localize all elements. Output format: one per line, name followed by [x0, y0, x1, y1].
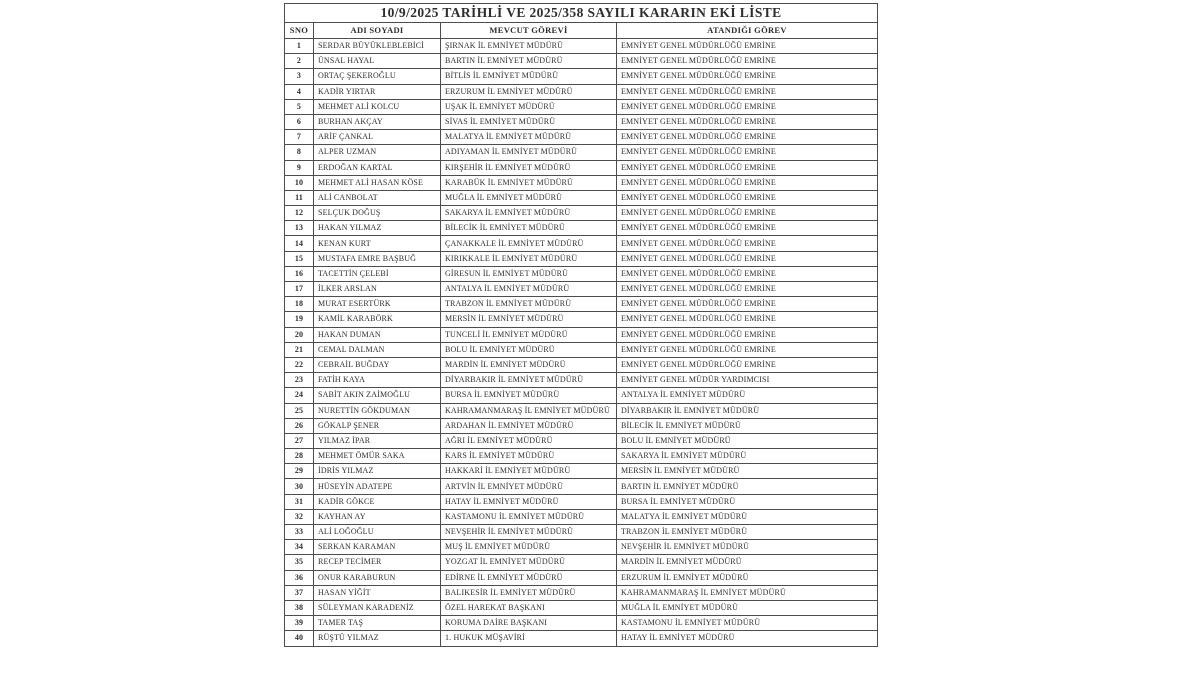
name-cell: HÜSEYİN ADATEPE — [314, 479, 441, 494]
name-cell: GÖKALP ŞENER — [314, 418, 441, 433]
table-row — [285, 69, 878, 84]
document-title-row — [285, 4, 878, 23]
row-number-cell: 13 — [285, 221, 314, 236]
current-duty-cell: ARTVİN İL EMNİYET MÜDÜRÜ — [441, 479, 617, 494]
name-cell: CEMAL DALMAN — [314, 342, 441, 357]
name-cell: MEHMET ALİ HASAN KÖSE — [314, 175, 441, 190]
current-duty-cell: KIRŞEHİR İL EMNİYET MÜDÜRÜ — [441, 160, 617, 175]
row-number-cell: 8 — [285, 145, 314, 160]
table-row — [285, 297, 878, 312]
table-row — [285, 525, 878, 540]
assigned-duty-cell: EMNİYET GENEL MÜDÜRLÜĞÜ EMRİNE — [617, 69, 878, 84]
table-row — [285, 464, 878, 479]
assigned-duty-cell: EMNİYET GENEL MÜDÜRLÜĞÜ EMRİNE — [617, 39, 878, 54]
name-cell: FATİH KAYA — [314, 373, 441, 388]
table-row — [285, 433, 878, 448]
name-cell: SELÇUK DOĞUŞ — [314, 206, 441, 221]
assigned-duty-cell: KASTAMONU İL EMNİYET MÜDÜRÜ — [617, 616, 878, 631]
name-cell: ÜNSAL HAYAL — [314, 54, 441, 69]
assigned-duty-cell: NEVŞEHİR İL EMNİYET MÜDÜRÜ — [617, 540, 878, 555]
row-number-cell: 32 — [285, 509, 314, 524]
assigned-duty-cell: MUĞLA İL EMNİYET MÜDÜRÜ — [617, 600, 878, 615]
assigned-duty-cell: MERSİN İL EMNİYET MÜDÜRÜ — [617, 464, 878, 479]
assignment-list-table — [284, 3, 878, 647]
row-number-cell: 10 — [285, 175, 314, 190]
name-cell: KENAN KURT — [314, 236, 441, 251]
name-cell: ONUR KARABURUN — [314, 570, 441, 585]
table-row — [285, 190, 878, 205]
name-cell: ERDOĞAN KARTAL — [314, 160, 441, 175]
column-header-name: ADI SOYADI — [314, 23, 441, 39]
current-duty-cell: BURSA İL EMNİYET MÜDÜRÜ — [441, 388, 617, 403]
assigned-duty-cell: EMNİYET GENEL MÜDÜRLÜĞÜ EMRİNE — [617, 114, 878, 129]
row-number-cell: 4 — [285, 84, 314, 99]
current-duty-cell: KARABÜK İL EMNİYET MÜDÜRÜ — [441, 175, 617, 190]
assigned-duty-cell: BOLU İL EMNİYET MÜDÜRÜ — [617, 433, 878, 448]
assigned-duty-cell: MALATYA İL EMNİYET MÜDÜRÜ — [617, 509, 878, 524]
current-duty-cell: ÇANAKKALE İL EMNİYET MÜDÜRÜ — [441, 236, 617, 251]
table-body — [285, 39, 878, 647]
table-row — [285, 221, 878, 236]
assigned-duty-cell: EMNİYET GENEL MÜDÜRLÜĞÜ EMRİNE — [617, 357, 878, 372]
row-number-cell: 6 — [285, 114, 314, 129]
row-number-cell: 22 — [285, 357, 314, 372]
row-number-cell: 24 — [285, 388, 314, 403]
name-cell: KADİR GÖKCE — [314, 494, 441, 509]
current-duty-cell: MUŞ İL EMNİYET MÜDÜRÜ — [441, 540, 617, 555]
row-number-cell: 12 — [285, 206, 314, 221]
name-cell: SABİT AKIN ZAİMOĞLU — [314, 388, 441, 403]
name-cell: SERDAR BÜYÜKLEBLEBİCİ — [314, 39, 441, 54]
current-duty-cell: BİLECİK İL EMNİYET MÜDÜRÜ — [441, 221, 617, 236]
row-number-cell: 7 — [285, 130, 314, 145]
row-number-cell: 37 — [285, 585, 314, 600]
assigned-duty-cell: BİLECİK İL EMNİYET MÜDÜRÜ — [617, 418, 878, 433]
assigned-duty-cell: BURSA İL EMNİYET MÜDÜRÜ — [617, 494, 878, 509]
assigned-duty-cell: ANTALYA İL EMNİYET MÜDÜRÜ — [617, 388, 878, 403]
table-row — [285, 418, 878, 433]
table-row — [285, 251, 878, 266]
column-header-row — [285, 23, 878, 39]
current-duty-cell: SİVAS İL EMNİYET MÜDÜRÜ — [441, 114, 617, 129]
assigned-duty-cell: BARTIN İL EMNİYET MÜDÜRÜ — [617, 479, 878, 494]
current-duty-cell: BİTLİS İL EMNİYET MÜDÜRÜ — [441, 69, 617, 84]
name-cell: BURHAN AKÇAY — [314, 114, 441, 129]
assigned-duty-cell: EMNİYET GENEL MÜDÜRLÜĞÜ EMRİNE — [617, 145, 878, 160]
table-row — [285, 327, 878, 342]
name-cell: YILMAZ İPAR — [314, 433, 441, 448]
row-number-cell: 9 — [285, 160, 314, 175]
assigned-duty-cell: KAHRAMANMARAŞ İL EMNİYET MÜDÜRÜ — [617, 585, 878, 600]
name-cell: TACETTİN ÇELEBİ — [314, 266, 441, 281]
current-duty-cell: TUNCELİ İL EMNİYET MÜDÜRÜ — [441, 327, 617, 342]
row-number-cell: 25 — [285, 403, 314, 418]
name-cell: İDRİS YILMAZ — [314, 464, 441, 479]
row-number-cell: 1 — [285, 39, 314, 54]
name-cell: SERKAN KARAMAN — [314, 540, 441, 555]
row-number-cell: 14 — [285, 236, 314, 251]
name-cell: ARİF ÇANKAL — [314, 130, 441, 145]
table-row — [285, 600, 878, 615]
row-number-cell: 27 — [285, 433, 314, 448]
assigned-duty-cell: HATAY İL EMNİYET MÜDÜRÜ — [617, 631, 878, 646]
current-duty-cell: SAKARYA İL EMNİYET MÜDÜRÜ — [441, 206, 617, 221]
table-row — [285, 373, 878, 388]
document-title: 10/9/2025 TARİHLİ VE 2025/358 SAYILI KARARIN EKİ LİSTE — [285, 4, 878, 23]
table-row — [285, 84, 878, 99]
assigned-duty-cell: EMNİYET GENEL MÜDÜRLÜĞÜ EMRİNE — [617, 175, 878, 190]
name-cell: İLKER ARSLAN — [314, 282, 441, 297]
assigned-duty-cell: EMNİYET GENEL MÜDÜRLÜĞÜ EMRİNE — [617, 327, 878, 342]
table-row — [285, 145, 878, 160]
row-number-cell: 30 — [285, 479, 314, 494]
assigned-duty-cell: EMNİYET GENEL MÜDÜR YARDIMCISI — [617, 373, 878, 388]
assigned-duty-cell: DİYARBAKIR İL EMNİYET MÜDÜRÜ — [617, 403, 878, 418]
assigned-duty-cell: ERZURUM İL EMNİYET MÜDÜRÜ — [617, 570, 878, 585]
table-row — [285, 540, 878, 555]
table-row — [285, 479, 878, 494]
current-duty-cell: KARS İL EMNİYET MÜDÜRÜ — [441, 449, 617, 464]
table-row — [285, 494, 878, 509]
row-number-cell: 3 — [285, 69, 314, 84]
name-cell: SÜLEYMAN KARADENİZ — [314, 600, 441, 615]
table-row — [285, 388, 878, 403]
name-cell: MURAT ESERTÜRK — [314, 297, 441, 312]
name-cell: KADİR YIRTAR — [314, 84, 441, 99]
assigned-duty-cell: EMNİYET GENEL MÜDÜRLÜĞÜ EMRİNE — [617, 251, 878, 266]
name-cell: HAKAN YILMAZ — [314, 221, 441, 236]
current-duty-cell: ANTALYA İL EMNİYET MÜDÜRÜ — [441, 282, 617, 297]
current-duty-cell: TRABZON İL EMNİYET MÜDÜRÜ — [441, 297, 617, 312]
row-number-cell: 15 — [285, 251, 314, 266]
table-row — [285, 585, 878, 600]
name-cell: TAMER TAŞ — [314, 616, 441, 631]
current-duty-cell: GİRESUN İL EMNİYET MÜDÜRÜ — [441, 266, 617, 281]
assigned-duty-cell: EMNİYET GENEL MÜDÜRLÜĞÜ EMRİNE — [617, 297, 878, 312]
row-number-cell: 29 — [285, 464, 314, 479]
table-row — [285, 509, 878, 524]
name-cell: ALİ LOĞOĞLU — [314, 525, 441, 540]
current-duty-cell: DİYARBAKIR İL EMNİYET MÜDÜRÜ — [441, 373, 617, 388]
row-number-cell: 19 — [285, 312, 314, 327]
table-row — [285, 99, 878, 114]
row-number-cell: 5 — [285, 99, 314, 114]
row-number-cell: 17 — [285, 282, 314, 297]
current-duty-cell: BARTIN İL EMNİYET MÜDÜRÜ — [441, 54, 617, 69]
current-duty-cell: HATAY İL EMNİYET MÜDÜRÜ — [441, 494, 617, 509]
column-header-current-duty: MEVCUT GÖREVİ — [441, 23, 617, 39]
current-duty-cell: BALIKESİR İL EMNİYET MÜDÜRÜ — [441, 585, 617, 600]
assigned-duty-cell: EMNİYET GENEL MÜDÜRLÜĞÜ EMRİNE — [617, 312, 878, 327]
name-cell: HAKAN DUMAN — [314, 327, 441, 342]
assigned-duty-cell: EMNİYET GENEL MÜDÜRLÜĞÜ EMRİNE — [617, 221, 878, 236]
current-duty-cell: YOZGAT İL EMNİYET MÜDÜRÜ — [441, 555, 617, 570]
assigned-duty-cell: EMNİYET GENEL MÜDÜRLÜĞÜ EMRİNE — [617, 160, 878, 175]
current-duty-cell: 1. HUKUK MÜŞAVİRİ — [441, 631, 617, 646]
table-row — [285, 160, 878, 175]
row-number-cell: 2 — [285, 54, 314, 69]
current-duty-cell: KORUMA DAİRE BAŞKANI — [441, 616, 617, 631]
table-row — [285, 39, 878, 54]
table-row — [285, 206, 878, 221]
table-row — [285, 403, 878, 418]
row-number-cell: 20 — [285, 327, 314, 342]
name-cell: MEHMET ÖMÜR SAKA — [314, 449, 441, 464]
row-number-cell: 40 — [285, 631, 314, 646]
assigned-duty-cell: EMNİYET GENEL MÜDÜRLÜĞÜ EMRİNE — [617, 99, 878, 114]
current-duty-cell: AĞRI İL EMNİYET MÜDÜRÜ — [441, 433, 617, 448]
current-duty-cell: ADIYAMAN İL EMNİYET MÜDÜRÜ — [441, 145, 617, 160]
table-row — [285, 357, 878, 372]
name-cell: HASAN YİĞİT — [314, 585, 441, 600]
assigned-duty-cell: SAKARYA İL EMNİYET MÜDÜRÜ — [617, 449, 878, 464]
row-number-cell: 28 — [285, 449, 314, 464]
name-cell: MUSTAFA EMRE BAŞBUĞ — [314, 251, 441, 266]
row-number-cell: 23 — [285, 373, 314, 388]
assigned-duty-cell: EMNİYET GENEL MÜDÜRLÜĞÜ EMRİNE — [617, 236, 878, 251]
current-duty-cell: EDİRNE İL EMNİYET MÜDÜRÜ — [441, 570, 617, 585]
table-row — [285, 266, 878, 281]
column-header-assigned-duty: ATANDIĞI GÖREV — [617, 23, 878, 39]
name-cell: CEBRAİL BUĞDAY — [314, 357, 441, 372]
name-cell: KAMİL KARABÖRK — [314, 312, 441, 327]
row-number-cell: 26 — [285, 418, 314, 433]
table-row — [285, 342, 878, 357]
assigned-duty-cell: EMNİYET GENEL MÜDÜRLÜĞÜ EMRİNE — [617, 190, 878, 205]
table-row — [285, 114, 878, 129]
current-duty-cell: KAHRAMANMARAŞ İL EMNİYET MÜDÜRÜ — [441, 403, 617, 418]
assigned-duty-cell: EMNİYET GENEL MÜDÜRLÜĞÜ EMRİNE — [617, 206, 878, 221]
name-cell: KAYHAN AY — [314, 509, 441, 524]
name-cell: RÜŞTÜ YILMAZ — [314, 631, 441, 646]
current-duty-cell: KIRIKKALE İL EMNİYET MÜDÜRÜ — [441, 251, 617, 266]
row-number-cell: 38 — [285, 600, 314, 615]
current-duty-cell: KASTAMONU İL EMNİYET MÜDÜRÜ — [441, 509, 617, 524]
table-row — [285, 449, 878, 464]
table-row — [285, 631, 878, 646]
table-row — [285, 175, 878, 190]
row-number-cell: 35 — [285, 555, 314, 570]
row-number-cell: 21 — [285, 342, 314, 357]
assigned-duty-cell: EMNİYET GENEL MÜDÜRLÜĞÜ EMRİNE — [617, 266, 878, 281]
row-number-cell: 39 — [285, 616, 314, 631]
current-duty-cell: MERSİN İL EMNİYET MÜDÜRÜ — [441, 312, 617, 327]
table-row — [285, 312, 878, 327]
table-row — [285, 570, 878, 585]
row-number-cell: 11 — [285, 190, 314, 205]
current-duty-cell: UŞAK İL EMNİYET MÜDÜRÜ — [441, 99, 617, 114]
current-duty-cell: ÖZEL HAREKAT BAŞKANI — [441, 600, 617, 615]
table-row — [285, 616, 878, 631]
row-number-cell: 36 — [285, 570, 314, 585]
name-cell: ALPER UZMAN — [314, 145, 441, 160]
row-number-cell: 33 — [285, 525, 314, 540]
current-duty-cell: MARDİN İL EMNİYET MÜDÜRÜ — [441, 357, 617, 372]
assigned-duty-cell: EMNİYET GENEL MÜDÜRLÜĞÜ EMRİNE — [617, 282, 878, 297]
table-row — [285, 54, 878, 69]
assigned-duty-cell: MARDİN İL EMNİYET MÜDÜRÜ — [617, 555, 878, 570]
name-cell: RECEP TECİMER — [314, 555, 441, 570]
assigned-duty-cell: EMNİYET GENEL MÜDÜRLÜĞÜ EMRİNE — [617, 54, 878, 69]
assigned-duty-cell: TRABZON İL EMNİYET MÜDÜRÜ — [617, 525, 878, 540]
table-head — [285, 4, 878, 39]
current-duty-cell: ARDAHAN İL EMNİYET MÜDÜRÜ — [441, 418, 617, 433]
column-header-sno: SNO — [285, 23, 314, 39]
current-duty-cell: BOLU İL EMNİYET MÜDÜRÜ — [441, 342, 617, 357]
name-cell: ALİ CANBOLAT — [314, 190, 441, 205]
row-number-cell: 31 — [285, 494, 314, 509]
row-number-cell: 18 — [285, 297, 314, 312]
name-cell: NURETTİN GÖKDUMAN — [314, 403, 441, 418]
assigned-duty-cell: EMNİYET GENEL MÜDÜRLÜĞÜ EMRİNE — [617, 130, 878, 145]
row-number-cell: 34 — [285, 540, 314, 555]
table-row — [285, 236, 878, 251]
table-row — [285, 282, 878, 297]
current-duty-cell: MUĞLA İL EMNİYET MÜDÜRÜ — [441, 190, 617, 205]
table-row — [285, 130, 878, 145]
current-duty-cell: MALATYA İL EMNİYET MÜDÜRÜ — [441, 130, 617, 145]
current-duty-cell: ERZURUM İL EMNİYET MÜDÜRÜ — [441, 84, 617, 99]
table-row — [285, 555, 878, 570]
current-duty-cell: NEVŞEHİR İL EMNİYET MÜDÜRÜ — [441, 525, 617, 540]
row-number-cell: 16 — [285, 266, 314, 281]
name-cell: MEHMET ALİ KOLCU — [314, 99, 441, 114]
name-cell: ORTAÇ ŞEKEROĞLU — [314, 69, 441, 84]
current-duty-cell: HAKKARİ İL EMNİYET MÜDÜRÜ — [441, 464, 617, 479]
assigned-duty-cell: EMNİYET GENEL MÜDÜRLÜĞÜ EMRİNE — [617, 342, 878, 357]
assigned-duty-cell: EMNİYET GENEL MÜDÜRLÜĞÜ EMRİNE — [617, 84, 878, 99]
current-duty-cell: ŞIRNAK İL EMNİYET MÜDÜRÜ — [441, 39, 617, 54]
